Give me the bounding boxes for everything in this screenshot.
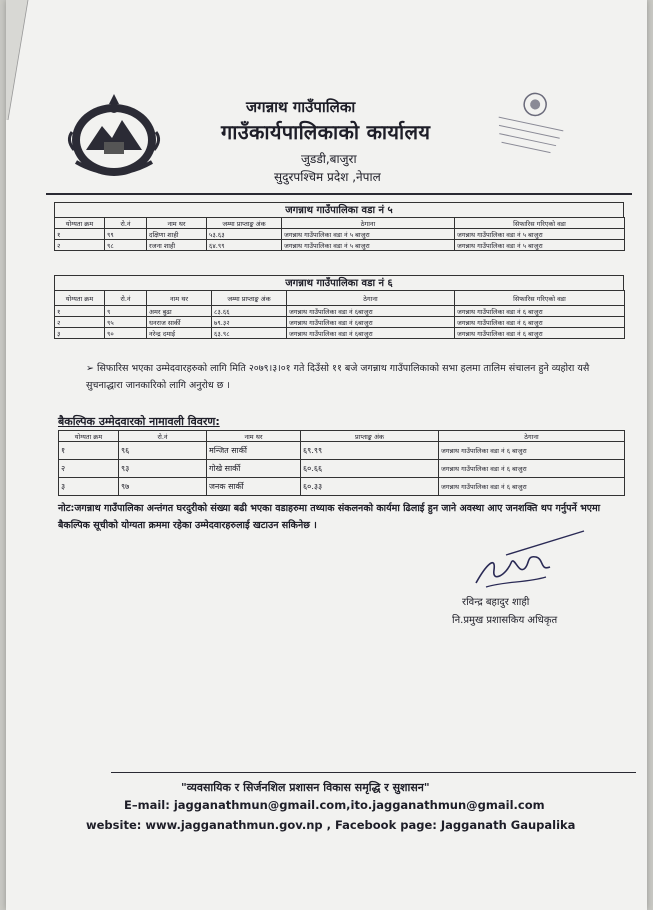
cell: २ xyxy=(55,317,105,328)
footer-motto: "व्यवसायिक र सिर्जनशिल प्रशासन विकास समृद्धि र सुशासन" xyxy=(181,781,430,794)
cell: गोखे सार्की xyxy=(207,460,301,478)
col-header: रो.नं xyxy=(119,431,207,442)
cell: ९ xyxy=(105,306,147,317)
col-header: रो.नं xyxy=(105,218,147,229)
table-row xyxy=(55,229,625,240)
table-row xyxy=(55,240,625,251)
col-header: जम्मा प्राप्ताङ्क अंक xyxy=(207,218,282,229)
cell: जगन्नाथ गाउँपालिका वडा नं ५ बाजुरा xyxy=(282,240,455,251)
cell: धनराज सार्की xyxy=(147,317,212,328)
cell: मन्जित सार्की xyxy=(207,442,301,460)
cell: ९७ xyxy=(119,478,207,496)
alternate-table xyxy=(58,430,624,496)
cell: जगन्नाथ गाउँपालिका वडा नं ६ बाजुरा xyxy=(455,306,625,317)
cell: जगन्नाथ गाउँपालिका वडा नं ६बाजुरा xyxy=(287,306,455,317)
table-row xyxy=(55,328,625,339)
cell: ९३ xyxy=(119,460,207,478)
table-row xyxy=(59,460,625,478)
cell: ९८ xyxy=(105,240,147,251)
table-row xyxy=(59,478,625,496)
cell: दक्षिणा शाही xyxy=(147,229,207,240)
signatory-title: नि.प्रमुख प्रशासकिय अधिकृत xyxy=(452,615,558,626)
cell: जगन्नाथ गाउँपालिका वडा नं ५ बाजुरा xyxy=(455,229,625,240)
cell: जगन्नाथ गाउँपालिका वडा नं ६ बाजुरा xyxy=(455,317,625,328)
cell: जगन्नाथ गाउँपालिका वडा नं ६बाजुरा xyxy=(287,328,455,339)
municipality-name: जगन्नाथ गाउँपालिका xyxy=(246,98,356,116)
ward5-header-row xyxy=(55,218,625,229)
cell: १ xyxy=(55,229,105,240)
cell: जगन्नाथ गाउँपालिका वडा नं ६बाजुरा xyxy=(287,317,455,328)
cell: ६०.३३ xyxy=(301,478,439,496)
ward5-table xyxy=(54,202,624,251)
col-header: जम्मा प्राप्ताङ्क अंक xyxy=(212,291,287,306)
cell: ३ xyxy=(55,328,105,339)
cell: २ xyxy=(59,460,119,478)
cell: अमर बुढा xyxy=(147,306,212,317)
col-header: ठेगाना xyxy=(287,291,455,306)
office-stamp xyxy=(486,84,576,164)
cell: ९६ xyxy=(119,442,207,460)
ward6-title: जगन्नाथ गाउँपालिका वडा नं ६ xyxy=(54,275,624,290)
cell: रजना शाही xyxy=(147,240,207,251)
table-row xyxy=(55,306,625,317)
cell: ६३.९८ xyxy=(212,328,287,339)
footer-website: website: www.jagganathmun.gov.np , Facebook page: Jagganath Gaupalika xyxy=(86,818,576,832)
cell: १ xyxy=(59,442,119,460)
training-notice xyxy=(86,360,626,394)
cell: जनक सार्की xyxy=(207,478,301,496)
cell: ६०.६६ xyxy=(301,460,439,478)
office-name: गाउँकार्यपालिकाको कार्यालय xyxy=(221,120,431,144)
alternate-list-title: बैकल्पिक उम्मेदवारको नामावली विवरण: xyxy=(58,415,220,428)
table-row xyxy=(55,317,625,328)
ward6-header-row xyxy=(55,291,625,306)
cell: ६४.९९ xyxy=(207,240,282,251)
cell: ९० xyxy=(105,328,147,339)
cell: जगन्नाथ गाउँपालिका वडा नं ६ बाजुरा xyxy=(439,478,625,496)
col-header: नाम थर xyxy=(147,218,207,229)
note-paragraph: नोट:जगन्नाथ गाउँपालिका अन्तंगत घरदुरीको संख्या बढी भएका वडाहरुमा तथ्याक संकलनको कार्यमा ढिलाई हुन जाने अवस्था आए जनशक्ति थप गर्नुपर्ने भएमा बैकल्पिक सूचीको योग्यता क्रममा रहेका उम्मेदवारहरुलाई खटाउन सकिनेछ । xyxy=(58,503,601,531)
alternate-header-row xyxy=(59,431,625,442)
cell: ६९.९९ xyxy=(301,442,439,460)
signatory-name: रविन्द्र बहादुर शाही xyxy=(462,597,530,608)
cell: जगन्नाथ गाउँपालिका वडा नं ६ बाजुरा xyxy=(455,328,625,339)
cell: ७९.३२ xyxy=(212,317,287,328)
handwritten-signature xyxy=(466,525,586,590)
page-fold-shadow xyxy=(6,0,36,120)
cell: १ xyxy=(55,306,105,317)
ward5-title: जगन्नाथ गाउँपालिका वडा नं ५ xyxy=(54,202,624,217)
cell: जगन्नाथ गाउँपालिका वडा नं ६ बाजुरा xyxy=(439,460,625,478)
col-header: योग्यता क्रम xyxy=(55,218,105,229)
footer-email: E–mail: jagganathmun@gmail.com,ito.jagganathmun@gmail.com xyxy=(124,798,545,812)
cell: जगन्नाथ गाउँपालिका वडा नं ६ बाजुरा xyxy=(439,442,625,460)
col-header: योग्यता क्रम xyxy=(59,431,119,442)
col-header: सिफारिस गरिएको वडा xyxy=(455,218,625,229)
col-header: सिफारिस गरिएको वडा xyxy=(455,291,625,306)
cell: ५३.६३ xyxy=(207,229,282,240)
cell: जगन्नाथ गाउँपालिका वडा नं ५ बाजुरा xyxy=(455,240,625,251)
col-header: नाम थर xyxy=(207,431,301,442)
col-header: प्राप्ताङ्क अंक xyxy=(301,431,439,442)
header-divider xyxy=(46,193,632,195)
col-header: रो.नं xyxy=(105,291,147,306)
footer-divider xyxy=(111,772,636,773)
office-location: जुडडी,बाजुरा xyxy=(301,152,357,166)
ward6-table xyxy=(54,275,624,339)
notice-text: सिफारिस भएका उम्मेदवारहरुको लागि मिति २०७९।३।०१ गते दिउँसो ११ बजे जगन्नाथ गाउँपालिकाको सभा हलमा तालिम संचालन हुने व्यहोरा यसै सुचनाद्धारा जानकारिको लागि अनुरोध छ । xyxy=(86,363,590,391)
office-province: सुदुरपश्चिम प्रदेश ,नेपाल xyxy=(274,170,381,184)
cell: २ xyxy=(55,240,105,251)
col-header: ठेगाना xyxy=(282,218,455,229)
cell: ९९ xyxy=(105,229,147,240)
cell: जगन्नाथ गाउँपालिका वडा नं ५ बाजुरा xyxy=(282,229,455,240)
col-header: ठेगाना xyxy=(439,431,625,442)
document-page xyxy=(6,0,647,910)
cell: ३ xyxy=(59,478,119,496)
cell: ९५ xyxy=(105,317,147,328)
cell: ८३.६६ xyxy=(212,306,287,317)
cell: नरेन्द्र दमाई xyxy=(147,328,212,339)
arrow-bullet-icon: ➢ xyxy=(86,363,94,374)
col-header: योग्यता क्रम xyxy=(55,291,105,306)
col-header: नाम थर xyxy=(147,291,212,306)
table-row xyxy=(59,442,625,460)
nepal-emblem-logo xyxy=(64,92,164,182)
